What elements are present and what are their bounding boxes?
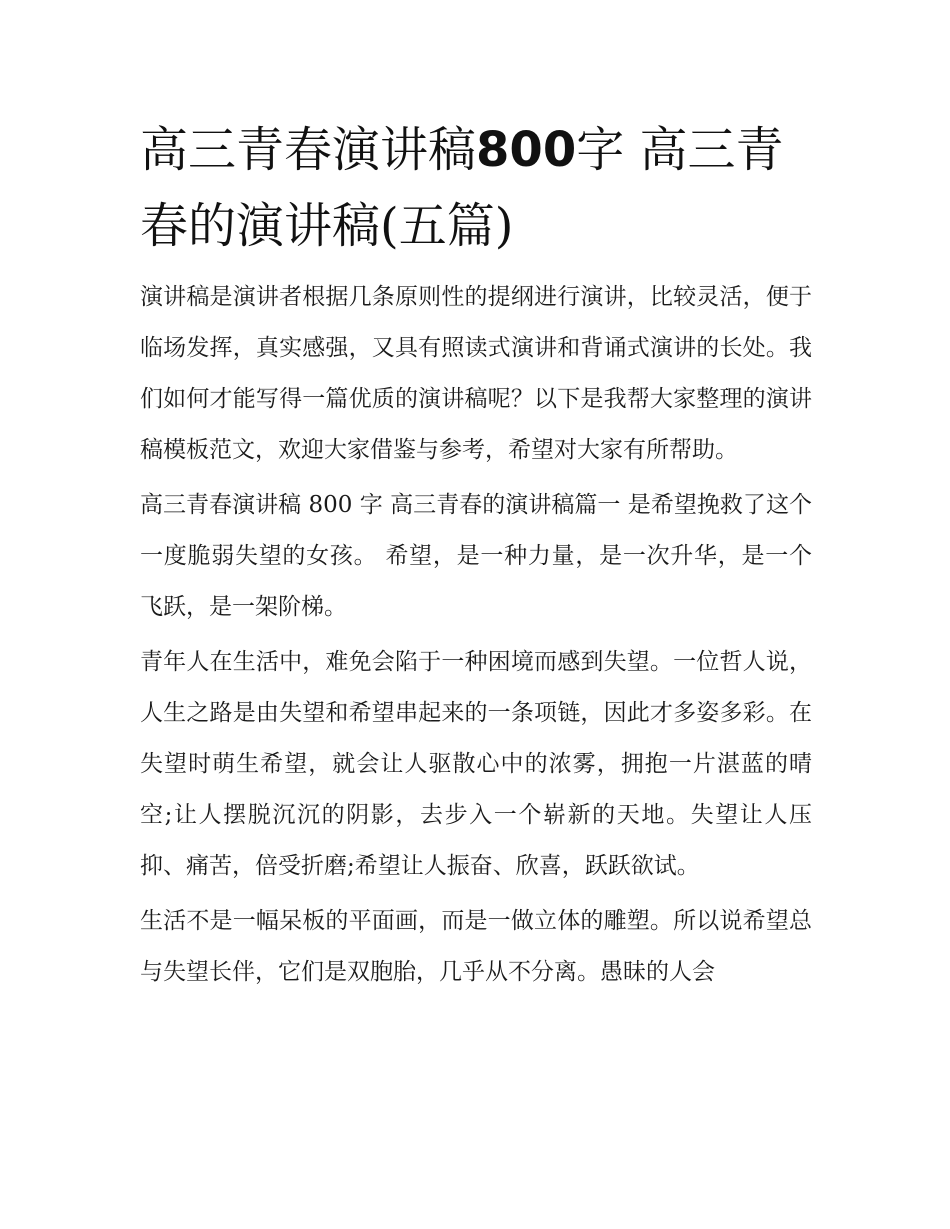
paragraph-1: 高三青春演讲稿 800 字 高三青春的演讲稿篇一 是希望挽救了这个一度脆弱失望的女孩。 希望，是一种力量，是一次升华，是一个飞跃，是一架阶梯。 xyxy=(140,492,812,620)
document-title xyxy=(140,112,812,264)
title-part-2: 字 高三青春的演讲稿(五篇) xyxy=(140,122,784,254)
document-body xyxy=(140,112,812,998)
paragraph-2: 青年人在生活中，难免会陷于一种困境而感到失望。一位哲人说，人生之路是由失望和希望串起来的一条项链，因此才多姿多彩。在失望时萌生希望，就会让人驱散心中的浓雾，拥抱一片湛蓝的晴空;让人摆脱沉沉的阴影，去步入一个崭新的天地。失望让人压抑、痛苦，倍受折磨;希望让人振奋、欣喜，跃跃欲试。 xyxy=(140,649,812,879)
title-part-1: 高三青春演讲稿 xyxy=(140,122,477,178)
paragraph-intro: 演讲稿是演讲者根据几条原则性的提纲进行演讲，比较灵活，便于临场发挥，真实感强，又具有照读式演讲和背诵式演讲的长处。我们如何才能写得一篇优质的演讲稿呢？以下是我帮大家整理的演讲稿模板范文，欢迎大家借鉴与参考，希望对大家有所帮助。 xyxy=(140,284,812,463)
paragraph-3: 生活不是一幅呆板的平面画，而是一做立体的雕塑。所以说希望总与失望长伴，它们是双胞胎，几乎从不分离。愚昧的人会 xyxy=(140,908,812,985)
title-number: 800 xyxy=(476,122,577,178)
